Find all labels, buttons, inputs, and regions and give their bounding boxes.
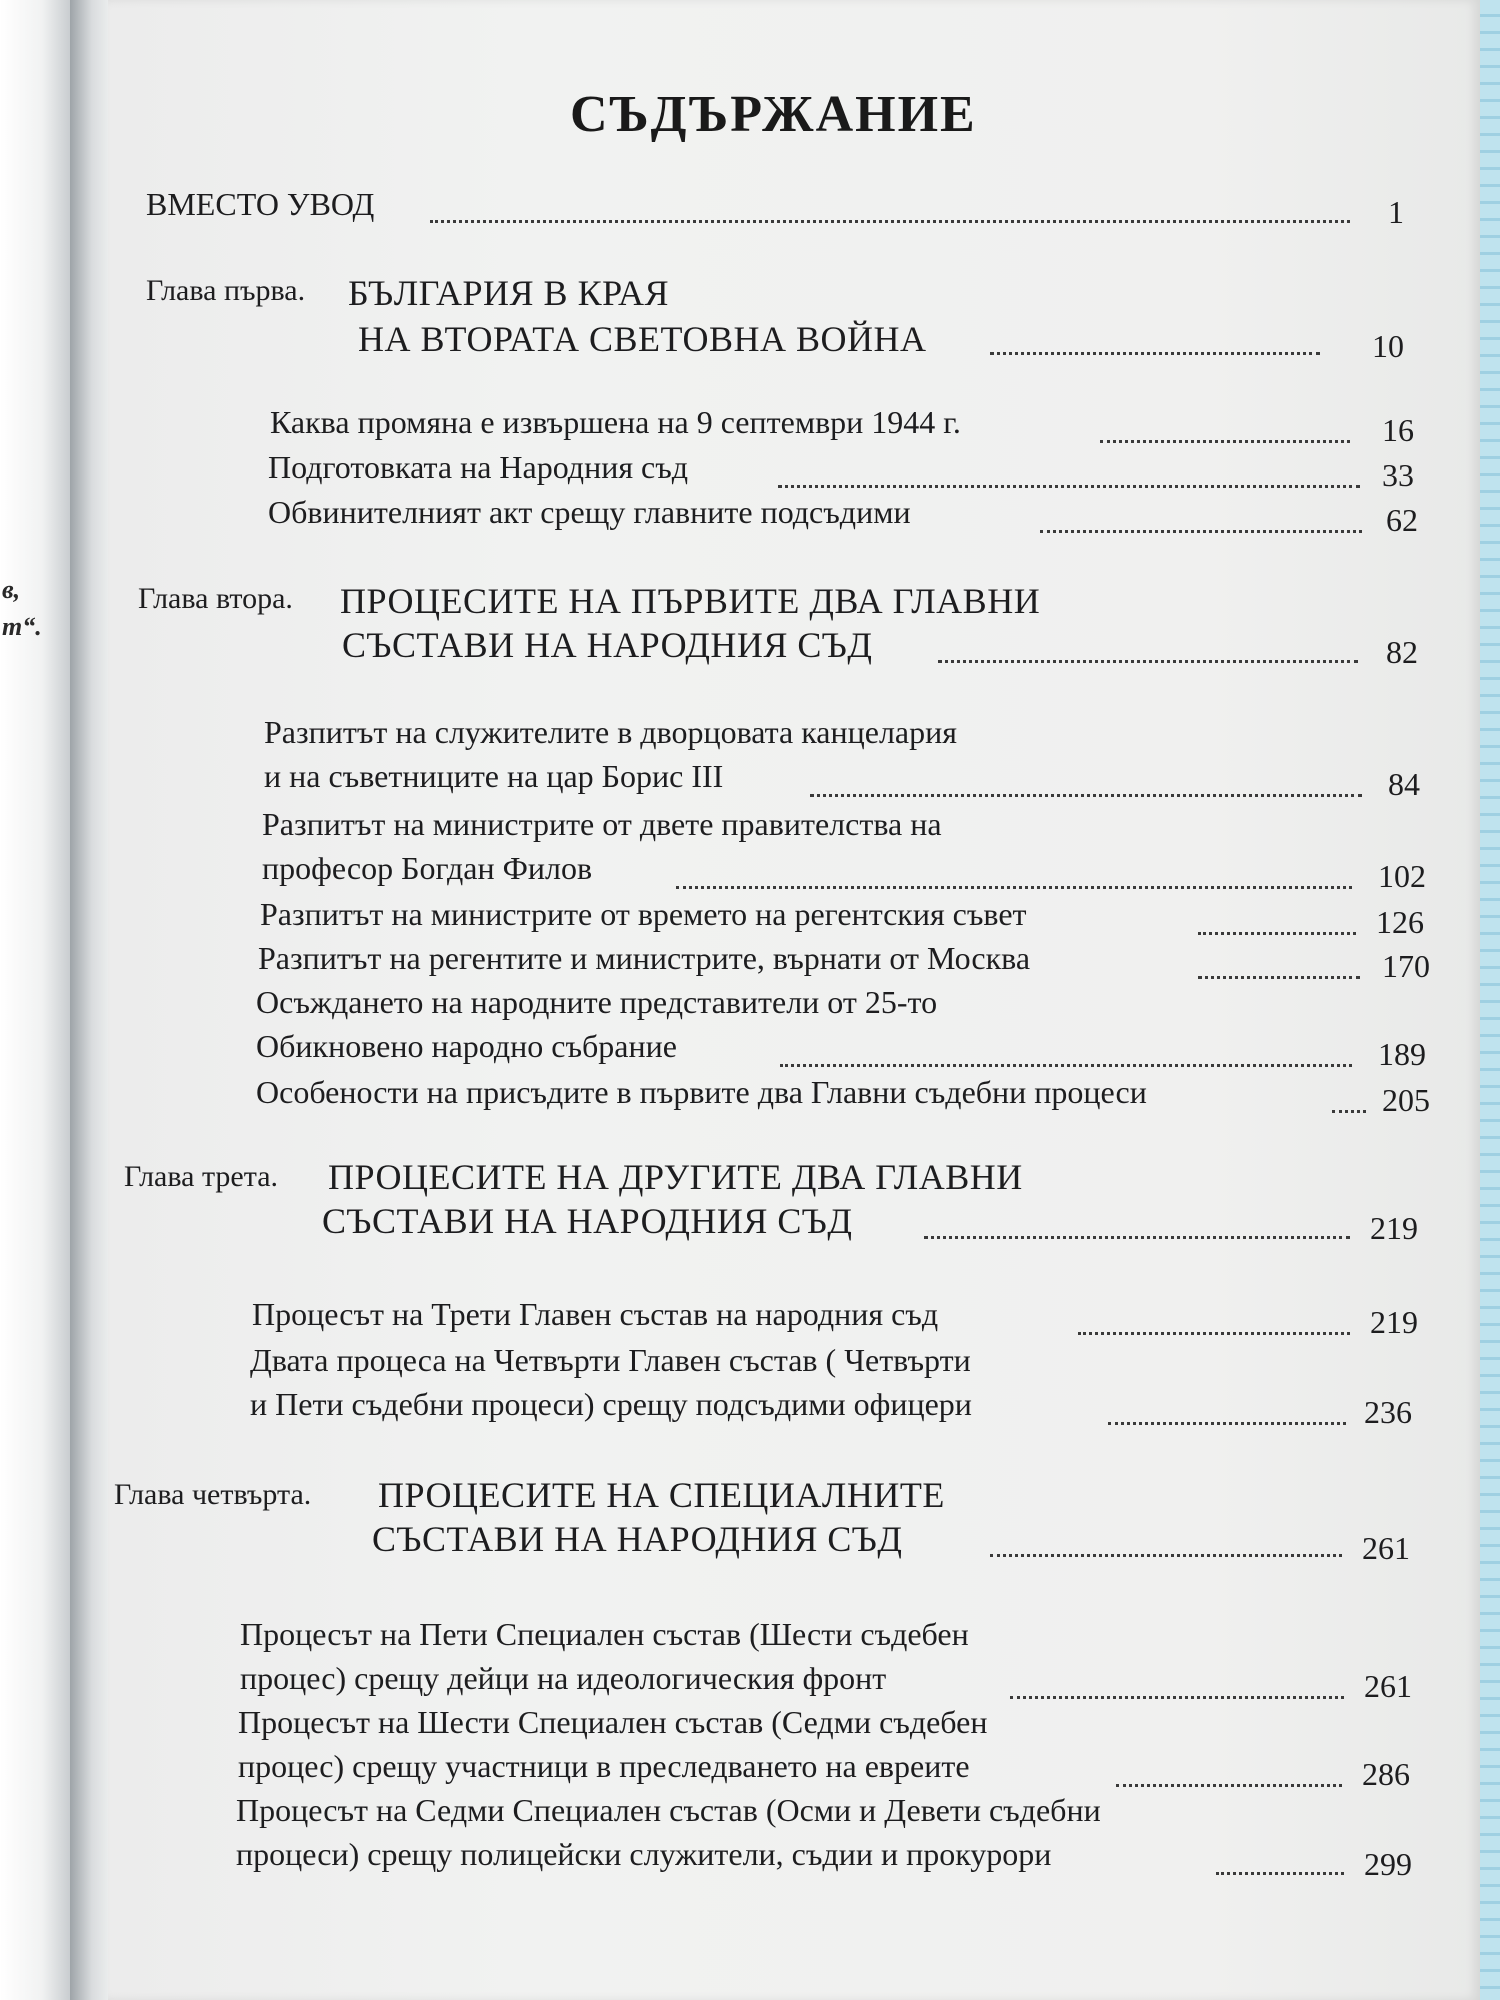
toc-leader-dots xyxy=(430,220,1350,223)
chapter-3-label: Глава трета. xyxy=(124,1160,279,1193)
toc-leader-dots xyxy=(990,1554,1342,1557)
toc-entry-page: 170 xyxy=(1382,948,1430,984)
toc-intro-text: ВМЕСТО УВОД xyxy=(146,186,375,222)
toc-entry-text: Процесът на Седми Специален състав (Осми и Девети съдебни xyxy=(236,1792,1101,1828)
toc-leader-dots xyxy=(676,886,1352,889)
toc-entry-text: процеси) срещу полицейски служители, съдии и прокурори xyxy=(236,1836,1052,1872)
toc-leader-dots xyxy=(990,352,1320,355)
toc-entry-text: Особености на присъдите в първите два Главни съдебни процеси xyxy=(256,1074,1147,1110)
toc-entry-page: 236 xyxy=(1364,1394,1412,1430)
toc-leader-dots xyxy=(1108,1422,1346,1425)
chapter-4-title-line-2: СЪСТАВИ НА НАРОДНИЯ СЪД xyxy=(372,1519,903,1559)
toc-leader-dots xyxy=(924,1236,1350,1239)
chapter-1-title-line-2: НА ВТОРАТА СВЕТОВНА ВОЙНА xyxy=(358,319,927,359)
chapter-4-title-line-1: ПРОЦЕСИТЕ НА СПЕЦИАЛНИТЕ xyxy=(378,1475,945,1515)
toc-leader-dots xyxy=(1216,1872,1344,1875)
chapter-2-label: Глава втора. xyxy=(138,582,293,615)
toc-leader-dots xyxy=(1010,1696,1344,1699)
toc-entry-page: 205 xyxy=(1382,1082,1430,1118)
toc-entry-text: Процесът на Трети Главен състав на народния съд xyxy=(252,1296,939,1332)
toc-entry-text: Двата процеса на Четвърти Главен състав ( Четвърти xyxy=(250,1342,971,1378)
chapter-1-page: 10 xyxy=(1372,328,1404,364)
toc-entry-page: 299 xyxy=(1364,1846,1412,1882)
page-edge-stripes xyxy=(1480,0,1500,2000)
toc-leader-dots xyxy=(1100,440,1350,443)
toc-leader-dots xyxy=(1078,1332,1350,1335)
toc-entry-text: Процесът на Шести Специален състав (Седми съдебен xyxy=(238,1704,988,1740)
facing-page-text-fragment: т“. xyxy=(2,612,42,641)
toc-leader-dots xyxy=(1332,1110,1366,1113)
chapter-3-page: 219 xyxy=(1370,1210,1418,1246)
toc-entry-page: 126 xyxy=(1376,904,1424,940)
toc-leader-dots xyxy=(810,794,1362,797)
chapter-3-title-line-2: СЪСТАВИ НА НАРОДНИЯ СЪД xyxy=(322,1201,853,1241)
toc-leader-dots xyxy=(778,485,1360,488)
toc-entry-text: Обикновено народно събрание xyxy=(256,1028,677,1064)
toc-entry-page: 84 xyxy=(1388,766,1420,802)
chapter-2-title-line-1: ПРОЦЕСИТЕ НА ПЪРВИТЕ ДВА ГЛАВНИ xyxy=(340,581,1041,621)
toc-leader-dots xyxy=(1040,530,1362,533)
toc-entry-page: 102 xyxy=(1378,858,1426,894)
toc-entry-text: и на съветниците на цар Борис III xyxy=(264,758,724,794)
chapter-1-label: Глава първа. xyxy=(146,274,306,307)
toc-entry-text: Разпитът на служителите в дворцовата канцелария xyxy=(264,714,957,750)
toc-entry-text: Подготовката на Народния съд xyxy=(268,449,689,485)
toc-entry-text: професор Богдан Филов xyxy=(262,850,593,886)
chapter-2-page: 82 xyxy=(1386,634,1418,670)
toc-entry-page: 62 xyxy=(1386,502,1418,538)
toc-leader-dots xyxy=(1198,932,1356,935)
toc-intro-page: 1 xyxy=(1388,194,1404,230)
toc-entry-text: Процесът на Пети Специален състав (Шести съдебен xyxy=(240,1616,969,1652)
toc-entry-text: и Пети съдебни процеси) срещу подсъдими офицери xyxy=(250,1386,972,1422)
toc-entry-page: 189 xyxy=(1378,1036,1426,1072)
toc-entry-text: Каква промяна е извършена на 9 септември 1944 г. xyxy=(270,404,961,440)
facing-page-edge xyxy=(0,0,70,2000)
chapter-3-title-line-1: ПРОЦЕСИТЕ НА ДРУГИТЕ ДВА ГЛАВНИ xyxy=(328,1157,1023,1197)
toc-leader-dots xyxy=(780,1064,1352,1067)
toc-entry-text: Осъждането на народните представители от 25-то xyxy=(256,984,938,1020)
toc-entry-page: 286 xyxy=(1362,1756,1410,1792)
toc-leader-dots xyxy=(938,660,1358,663)
toc-entry-page: 261 xyxy=(1364,1668,1412,1704)
toc-entry-page: 16 xyxy=(1382,412,1414,448)
toc-entry-text: Обвинителният акт срещу главните подсъдими xyxy=(268,494,911,530)
chapter-1-title-line-1: БЪЛГАРИЯ В КРАЯ xyxy=(348,273,670,313)
toc-entry-text: Разпитът на министрите от времето на регентския съвет xyxy=(260,896,1027,932)
chapter-2-title-line-2: СЪСТАВИ НА НАРОДНИЯ СЪД xyxy=(342,625,873,665)
toc-entry-text: процес) срещу участници в преследването на евреите xyxy=(238,1748,970,1784)
toc-entry-text: Разпитът на министрите от двете правителства на xyxy=(262,806,942,842)
facing-page-text-fragment: в, xyxy=(2,575,21,604)
page-title: СЪДЪРЖАНИЕ xyxy=(570,86,977,143)
toc-entry-text: Разпитът на регентите и министрите, върнати от Москва xyxy=(258,940,1031,976)
toc-entry-text: процес) срещу дейци на идеологическия фронт xyxy=(240,1660,887,1696)
toc-leader-dots xyxy=(1198,976,1360,979)
book-binding-gutter xyxy=(70,0,110,2000)
chapter-4-page: 261 xyxy=(1362,1530,1410,1566)
toc-entry-page: 219 xyxy=(1370,1304,1418,1340)
toc-entry-page: 33 xyxy=(1382,457,1414,493)
toc-leader-dots xyxy=(1116,1784,1342,1787)
chapter-4-label: Глава четвърта. xyxy=(114,1478,312,1511)
